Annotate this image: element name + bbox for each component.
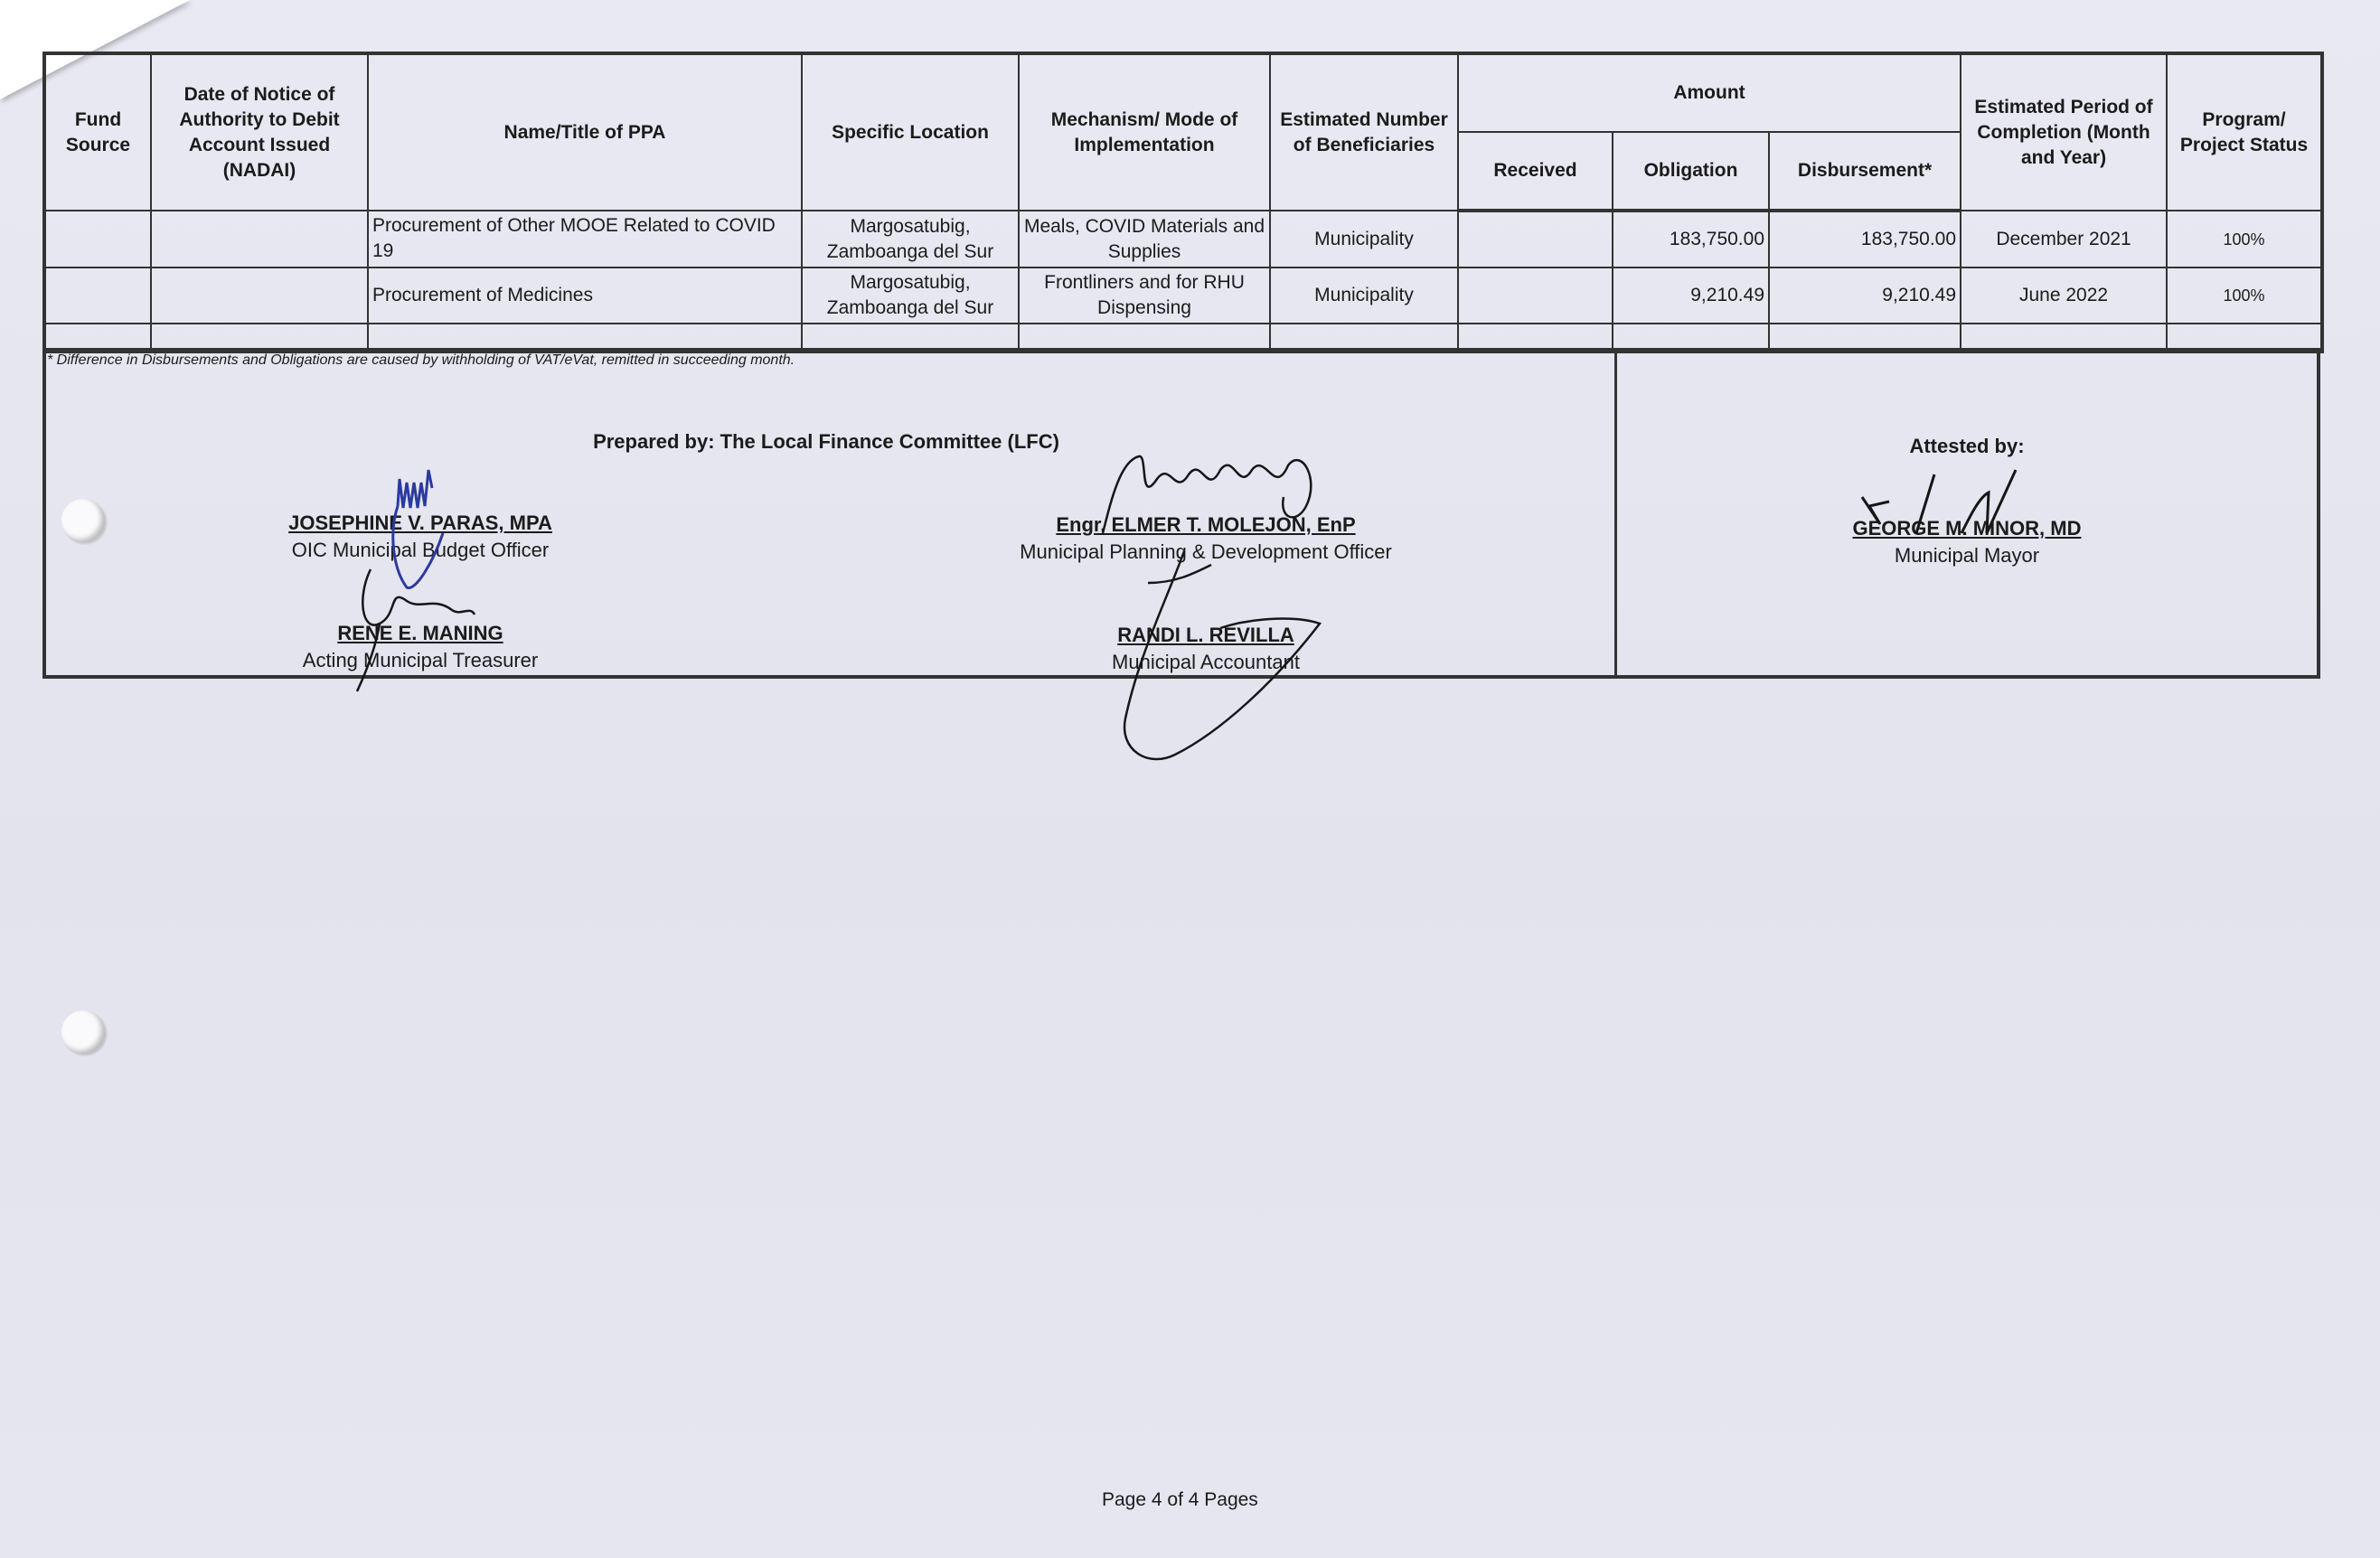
prepared-by-label: Prepared by: The Local Finance Committee (LFC)	[593, 430, 1059, 453]
cell-location: Margosatubig, Zamboanga del Sur	[802, 267, 1019, 324]
attested-by-label: Attested by:	[1909, 435, 2025, 457]
page-number: Page 4 of 4 Pages	[1102, 1489, 1258, 1510]
table-row	[44, 267, 2322, 324]
accountant-title: Municipal Accountant	[1112, 651, 1300, 673]
cell-disbursement: 9,210.49	[1769, 267, 1961, 324]
table-row	[44, 211, 2322, 267]
accountant-name: RANDI L. REVILLA	[1117, 624, 1294, 646]
ppa-table	[42, 52, 2324, 353]
signature-divider	[1614, 352, 1617, 675]
cell-beneficiaries: Municipality	[1270, 211, 1458, 267]
header-received: Received	[1458, 132, 1613, 211]
cell-obligation: 9,210.49	[1613, 267, 1769, 324]
cell-received	[1458, 267, 1613, 324]
cell-received	[1458, 211, 1613, 267]
cell-obligation: 183,750.00	[1613, 211, 1769, 267]
header-period: Estimated Period of Completion (Month and Year)	[1961, 53, 2167, 211]
cell-date-notice	[151, 267, 368, 324]
cell-period: December 2021	[1961, 211, 2167, 267]
budget-officer-title: OIC Municipal Budget Officer	[291, 539, 550, 561]
cell-disbursement: 183,750.00	[1769, 211, 1961, 267]
header-obligation: Obligation	[1613, 132, 1769, 211]
cell-name-title: Procurement of Medicines	[368, 267, 802, 324]
cell-fund-source	[44, 211, 151, 267]
cell-beneficiaries: Municipality	[1270, 267, 1458, 324]
header-location: Specific Location	[802, 53, 1019, 211]
mayor-signature	[1853, 452, 2070, 551]
cell-name-title: Procurement of Other MOOE Related to COVID 19	[368, 211, 802, 267]
header-date-notice: Date of Notice of Authority to Debit Account Issued (NADAI)	[151, 53, 368, 211]
mayor-title: Municipal Mayor	[1894, 544, 2040, 567]
header-name-title: Name/Title of PPA	[368, 53, 802, 211]
treasurer-name: RENE E. MANING	[337, 622, 503, 644]
header-fund-source: Fund Source	[44, 53, 151, 211]
cell-date-notice	[151, 211, 368, 267]
header-disbursement: Disbursement*	[1769, 132, 1961, 211]
header-beneficiaries: Estimated Number of Beneficiaries	[1270, 53, 1458, 211]
cell-mechanism: Frontliners and for RHU Dispensing	[1019, 267, 1270, 324]
cell-period: June 2022	[1961, 267, 2167, 324]
cell-location: Margosatubig, Zamboanga del Sur	[802, 211, 1019, 267]
punch-hole	[61, 1010, 105, 1054]
treasurer-signature	[353, 560, 515, 696]
cell-fund-source	[44, 267, 151, 324]
planning-officer-title: Municipal Planning & Development Officer	[1020, 540, 1392, 563]
cell-status: 100%	[2167, 267, 2322, 324]
cell-mechanism: Meals, COVID Materials and Supplies	[1019, 211, 1270, 267]
footnote: * Difference in Disbursements and Obligations are caused by withholding of VAT/eVat, remitted in succeeding month.	[47, 352, 795, 368]
header-mechanism: Mechanism/ Mode of Implementation	[1019, 53, 1270, 211]
mayor-name: GEORGE M. MINOR, MD	[1852, 517, 2082, 540]
planning-officer-signature	[1085, 443, 1338, 542]
planning-officer-name: Engr. ELMER T. MOLEJON, EnP	[1056, 513, 1356, 536]
accountant-signature	[1112, 547, 1338, 773]
treasurer-title: Acting Municipal Treasurer	[302, 649, 539, 671]
header-status: Program/ Project Status	[2167, 53, 2322, 211]
cell-status: 100%	[2167, 211, 2322, 267]
header-amount: Amount	[1458, 53, 1961, 132]
budget-officer-name: JOSEPHINE V. PARAS, MPA	[288, 512, 552, 534]
